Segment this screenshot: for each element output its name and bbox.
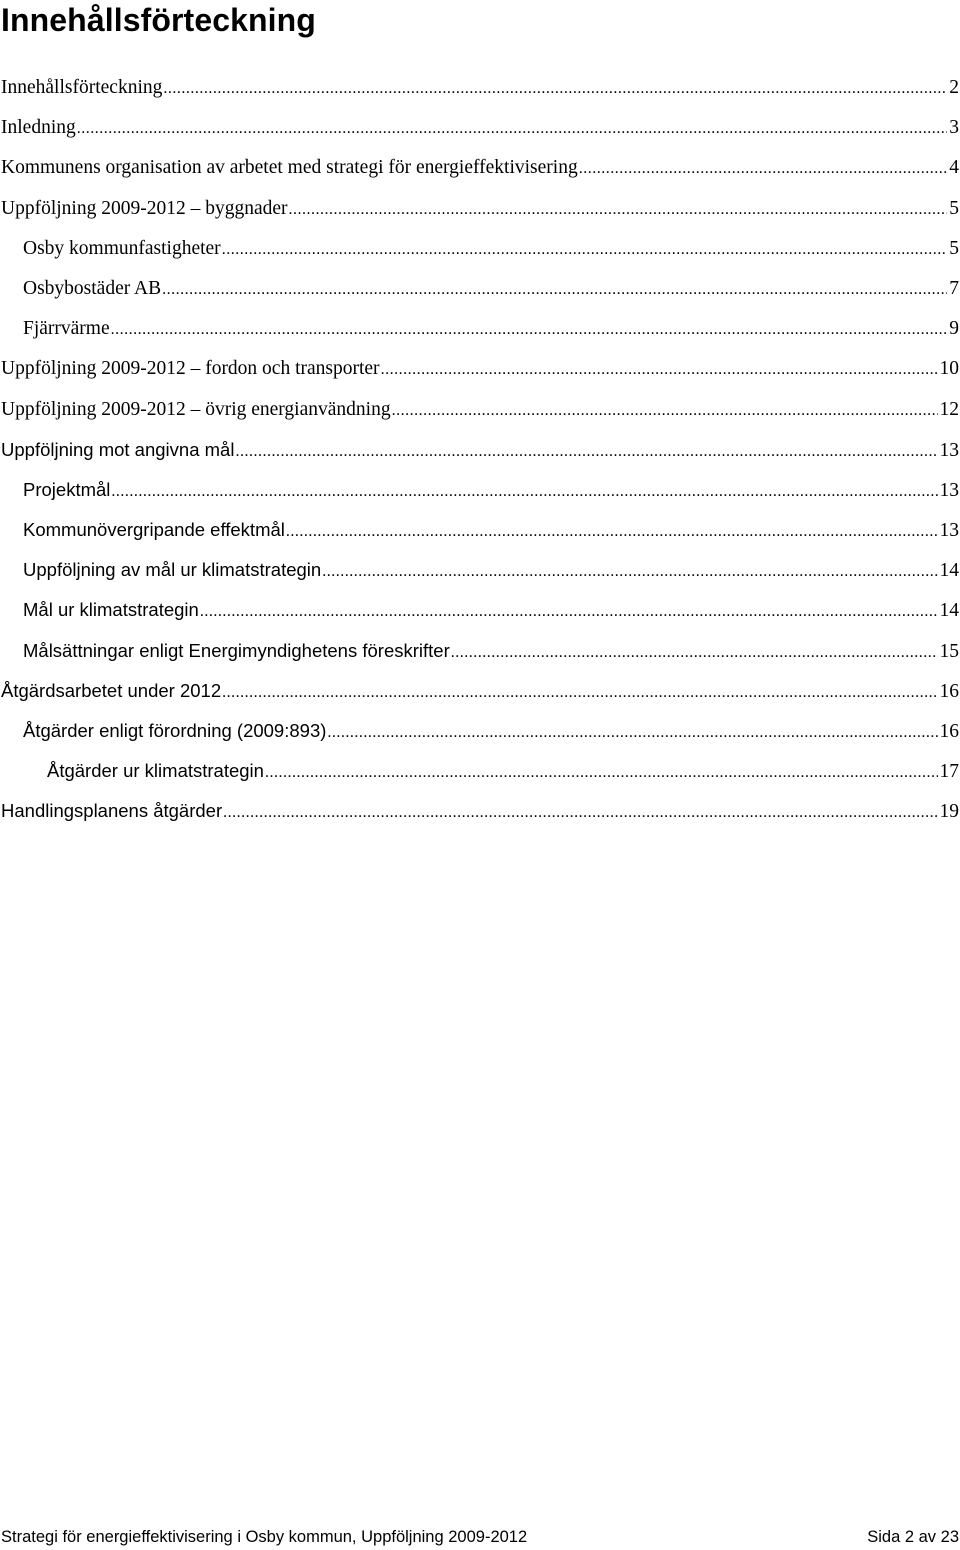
dot-leader xyxy=(327,713,937,753)
dot-leader xyxy=(579,149,948,189)
toc-entry-title: Målsättningar enligt Energimyndighetens föreskrifter xyxy=(23,639,450,661)
toc-entry-page: 13 xyxy=(939,439,959,461)
toc-entry-title: Åtgärdsarbetet under 2012 xyxy=(1,679,222,701)
toc-entry-effektmal[interactable] xyxy=(0,510,960,550)
toc-entry-title: Uppföljning mot angivna mål xyxy=(1,438,235,460)
toc-entry-title: Fjärrvärme xyxy=(23,318,110,340)
toc-entry-atgarder-klimatstrategin[interactable] xyxy=(0,751,960,791)
toc-entry-title: Kommunövergripande effektmål xyxy=(23,519,285,541)
footer-page-number: Sida 2 av 23 xyxy=(867,1528,959,1546)
toc-entry-page: 3 xyxy=(949,117,959,139)
toc-entry-projektmal[interactable] xyxy=(0,470,960,510)
dot-leader xyxy=(235,432,937,472)
dot-leader xyxy=(223,793,937,833)
page-footer xyxy=(1,1525,960,1549)
dot-leader xyxy=(451,633,938,673)
dot-leader xyxy=(111,310,948,350)
toc-entry-uppfoljning-klimatstrategin[interactable] xyxy=(0,550,960,590)
dot-leader xyxy=(111,472,937,512)
toc-entry-title: Osby kommunfastigheter xyxy=(23,237,221,259)
dot-leader xyxy=(265,753,938,793)
dot-leader xyxy=(162,270,947,310)
dot-leader xyxy=(381,350,938,390)
toc-entry-inledning[interactable] xyxy=(0,108,960,148)
toc-entry-page: 14 xyxy=(939,600,959,622)
toc-entry-title: Uppföljning 2009-2012 – övrig energianvändning xyxy=(1,398,391,420)
toc-entry-page: 10 xyxy=(939,358,959,380)
toc-entry-page: 15 xyxy=(939,640,959,662)
dot-leader xyxy=(222,230,948,270)
toc-entry-title: Projektmål xyxy=(23,478,111,500)
toc-entry-kommunens-organisation[interactable] xyxy=(0,148,960,188)
toc-entry-fjarrvarme[interactable] xyxy=(0,309,960,349)
toc-entry-title: Mål ur klimatstrategin xyxy=(23,599,199,621)
toc-entry-page: 4 xyxy=(949,157,959,179)
toc-entry-title: Åtgärder enligt förordning (2009:893) xyxy=(23,720,327,741)
toc-entry-malsattningar[interactable] xyxy=(0,631,960,671)
dot-leader xyxy=(289,190,948,230)
toc-entry-page: 7 xyxy=(949,277,959,299)
toc-entry-page: 14 xyxy=(939,560,959,582)
dot-leader xyxy=(163,69,947,109)
toc-entry-uppfoljning-byggnader[interactable] xyxy=(0,189,960,229)
toc-entry-page: 9 xyxy=(949,318,959,340)
dot-leader xyxy=(286,512,938,552)
toc-entry-title: Uppföljning av mål ur klimatstrategin xyxy=(23,559,322,581)
toc-entry-title: Kommunens organisation av arbetet med strategi för energieffektivisering xyxy=(1,157,578,179)
toc-entry-page: 5 xyxy=(949,237,959,259)
toc-entry-title: Inledning xyxy=(1,117,76,139)
toc-entry-page: 13 xyxy=(939,479,959,501)
page-title: Innehållsförteckning xyxy=(1,2,316,38)
toc-entry-innehallsforteckning[interactable] xyxy=(0,68,960,108)
toc-entry-title: Uppföljning 2009-2012 – fordon och transporter xyxy=(1,358,380,380)
toc-entry-atgardsarbetet[interactable] xyxy=(0,671,960,711)
toc-entry-page: 19 xyxy=(939,801,959,823)
toc-entry-uppfoljning-fordon[interactable] xyxy=(0,349,960,389)
toc-entry-page: 16 xyxy=(939,680,959,702)
dot-leader xyxy=(222,673,937,713)
dot-leader xyxy=(77,109,948,149)
toc-entry-page: 17 xyxy=(939,761,959,783)
toc-entry-atgarder-forordning[interactable] xyxy=(0,711,960,751)
toc-entry-handlingsplanens-atgarder[interactable] xyxy=(0,791,960,831)
toc-entry-uppfoljning-mal[interactable] xyxy=(0,430,960,470)
toc-entry-page: 13 xyxy=(939,520,959,542)
toc-entry-mal-klimatstrategin[interactable] xyxy=(0,590,960,630)
toc-entry-page: 5 xyxy=(949,197,959,219)
toc-entry-page: 12 xyxy=(939,398,959,420)
toc-entry-title: Handlingsplanens åtgärder xyxy=(1,800,223,822)
toc-entry-title: Innehållsförteckning xyxy=(1,77,163,98)
toc-entry-uppfoljning-ovrig-energi[interactable] xyxy=(0,390,960,430)
toc-entry-title: Uppföljning 2009-2012 – byggnader xyxy=(1,197,288,219)
dot-leader xyxy=(392,391,938,431)
toc-entry-osby-kommunfastigheter[interactable] xyxy=(0,229,960,269)
dot-leader xyxy=(200,592,938,632)
table-of-contents xyxy=(0,68,960,832)
toc-entry-title: Åtgärder ur klimatstrategin xyxy=(47,760,264,782)
toc-entry-page: 2 xyxy=(949,77,959,98)
toc-entry-title: Osbybostäder AB xyxy=(23,277,162,299)
toc-entry-osbybostader[interactable] xyxy=(0,269,960,309)
dot-leader xyxy=(322,552,937,592)
toc-entry-page: 16 xyxy=(939,721,959,742)
footer-document-title: Strategi för energieffektivisering i Osby kommun, Uppföljning 2009-2012 xyxy=(1,1528,528,1546)
